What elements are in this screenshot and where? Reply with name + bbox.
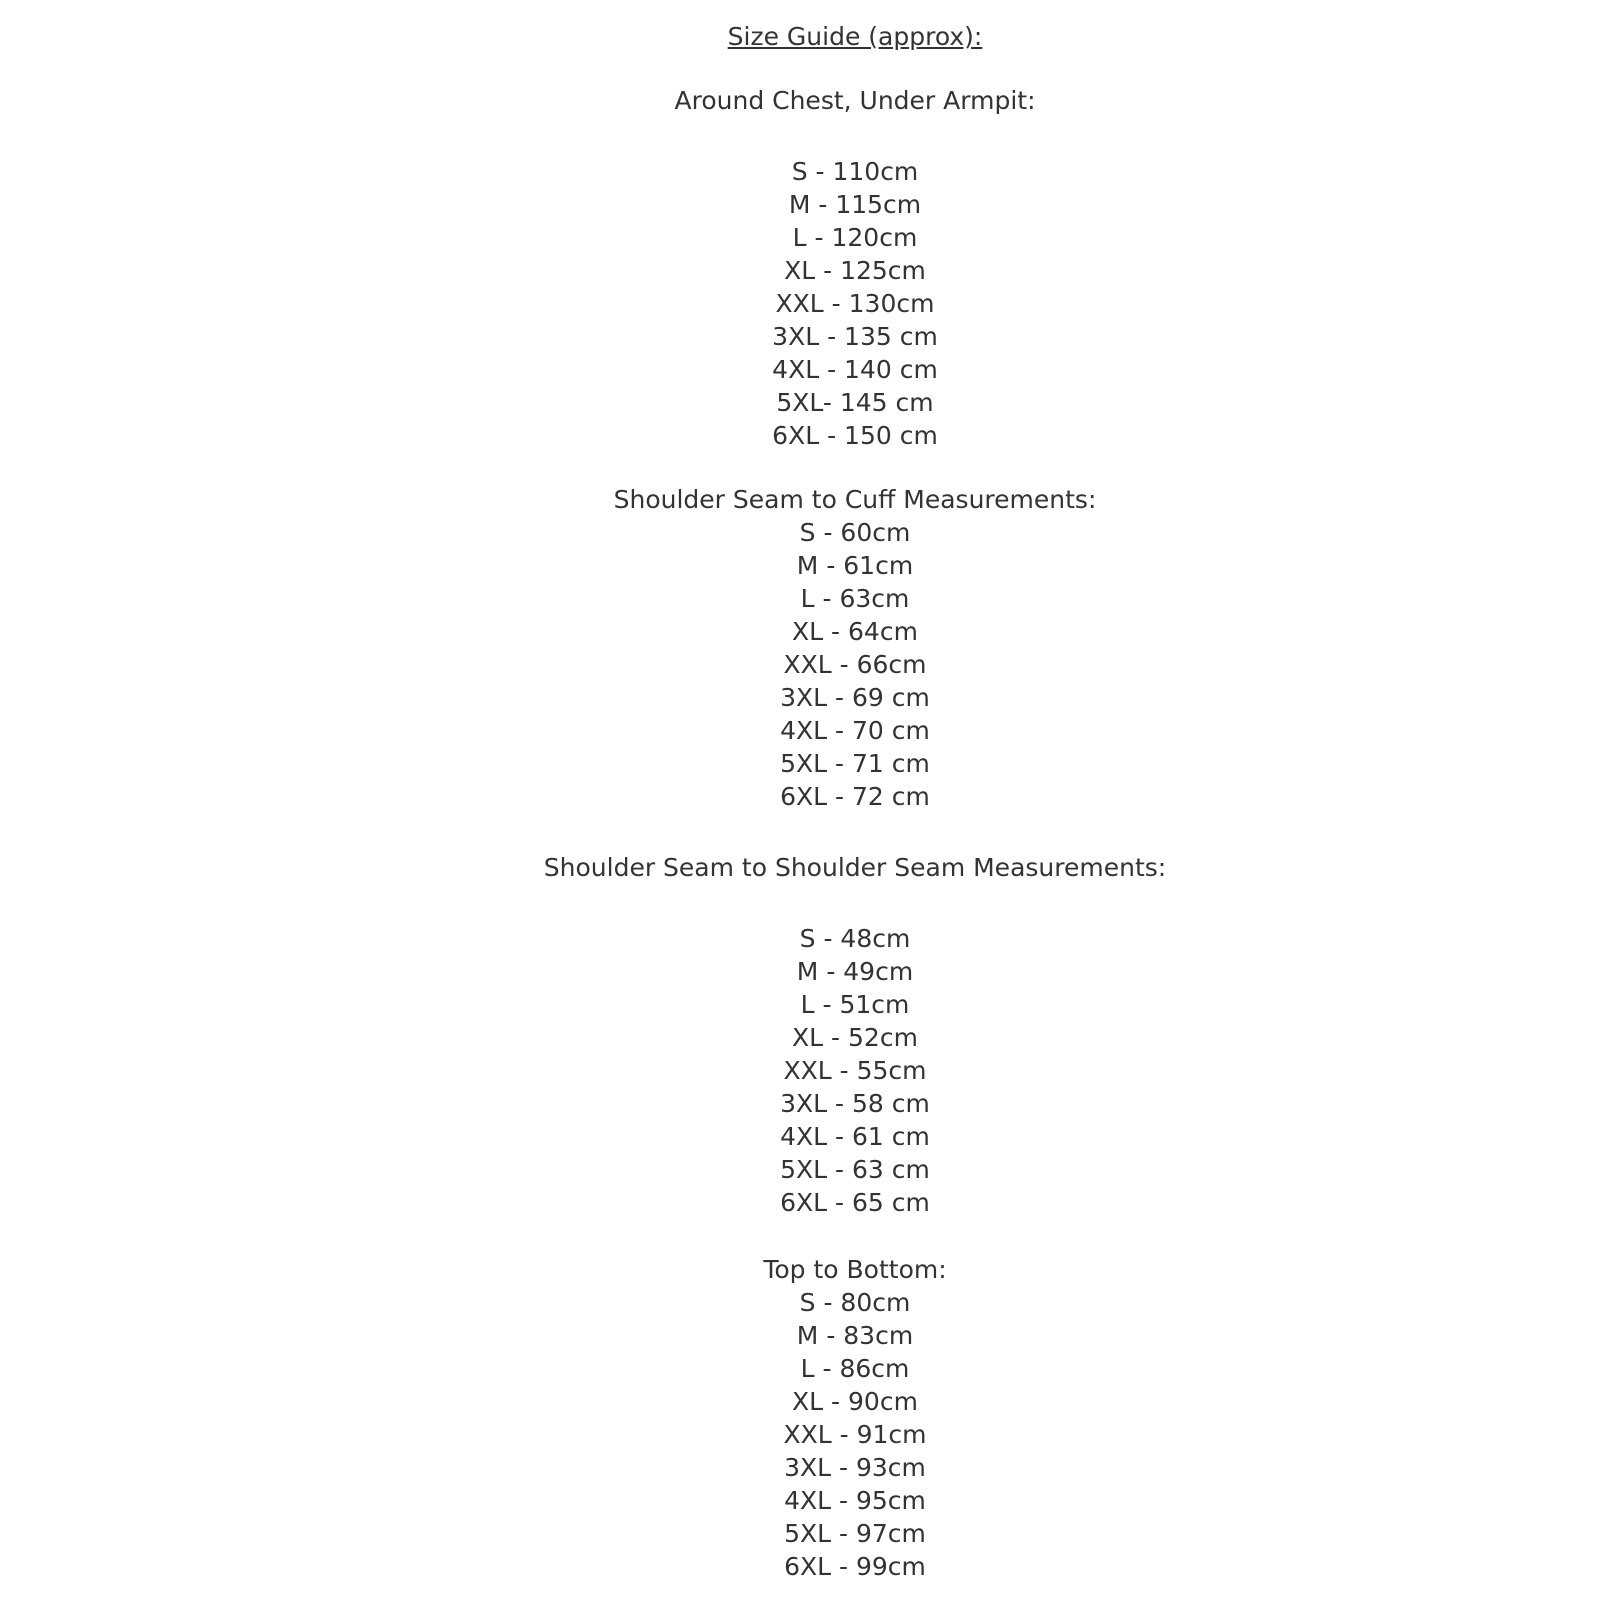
size-line: XXL - 66cm <box>783 650 927 679</box>
size-line: XXL - 130cm <box>775 289 935 318</box>
size-line: 6XL - 72 cm <box>780 782 930 811</box>
size-line: M - 83cm <box>796 1321 914 1350</box>
size-line: 5XL - 97cm <box>784 1519 926 1548</box>
section-heading-length: Top to Bottom: <box>763 1255 947 1284</box>
size-line: 6XL - 65 cm <box>780 1188 930 1217</box>
size-line: XXL - 91cm <box>783 1420 927 1449</box>
size-line: 6XL - 99cm <box>784 1552 926 1581</box>
spacer <box>110 884 1600 922</box>
size-line: 6XL - 150 cm <box>772 421 938 450</box>
size-line: 3XL - 69 cm <box>780 683 930 712</box>
size-line: L - 63cm <box>800 584 910 613</box>
section-heading-shoulder: Shoulder Seam to Shoulder Seam Measurements: <box>543 853 1167 882</box>
size-line: 4XL - 95cm <box>784 1486 926 1515</box>
size-line: 4XL - 70 cm <box>780 716 930 745</box>
size-line: 3XL - 58 cm <box>780 1089 930 1118</box>
size-line: 5XL - 63 cm <box>780 1155 930 1184</box>
size-line: 5XL - 71 cm <box>780 749 930 778</box>
size-line: M - 49cm <box>796 957 914 986</box>
section-heading-chest: Around Chest, Under Armpit: <box>674 86 1036 115</box>
size-line: S - 80cm <box>799 1288 911 1317</box>
size-line: XL - 52cm <box>792 1023 918 1052</box>
size-line: M - 61cm <box>796 551 914 580</box>
size-line: S - 60cm <box>799 518 911 547</box>
size-line: XL - 90cm <box>792 1387 918 1416</box>
spacer <box>110 452 1600 483</box>
spacer <box>110 117 1600 155</box>
size-list-chest <box>110 155 1600 452</box>
size-line: XL - 125cm <box>784 256 926 285</box>
size-line: XXL - 55cm <box>783 1056 927 1085</box>
size-line: 3XL - 135 cm <box>772 322 938 351</box>
size-line: S - 48cm <box>799 924 911 953</box>
size-line: L - 51cm <box>800 990 910 1019</box>
section-heading-cuff: Shoulder Seam to Cuff Measurements: <box>613 485 1097 514</box>
size-line: L - 86cm <box>800 1354 910 1383</box>
size-list-length <box>110 1286 1600 1583</box>
spacer <box>110 1219 1600 1253</box>
size-line: 4XL - 140 cm <box>772 355 938 384</box>
size-line: 5XL- 145 cm <box>776 388 934 417</box>
size-line: S - 110cm <box>791 157 919 186</box>
page-title: Size Guide (approx): <box>727 22 983 51</box>
size-list-shoulder <box>110 922 1600 1219</box>
size-line: 4XL - 61 cm <box>780 1122 930 1151</box>
spacer <box>110 813 1600 851</box>
size-line: 3XL - 93cm <box>784 1453 926 1482</box>
size-line: XL - 64cm <box>792 617 918 646</box>
size-line: M - 115cm <box>788 190 922 219</box>
size-line: L - 120cm <box>792 223 918 252</box>
spacer <box>110 53 1600 84</box>
size-list-cuff <box>110 516 1600 813</box>
size-guide-document <box>110 0 1600 1583</box>
